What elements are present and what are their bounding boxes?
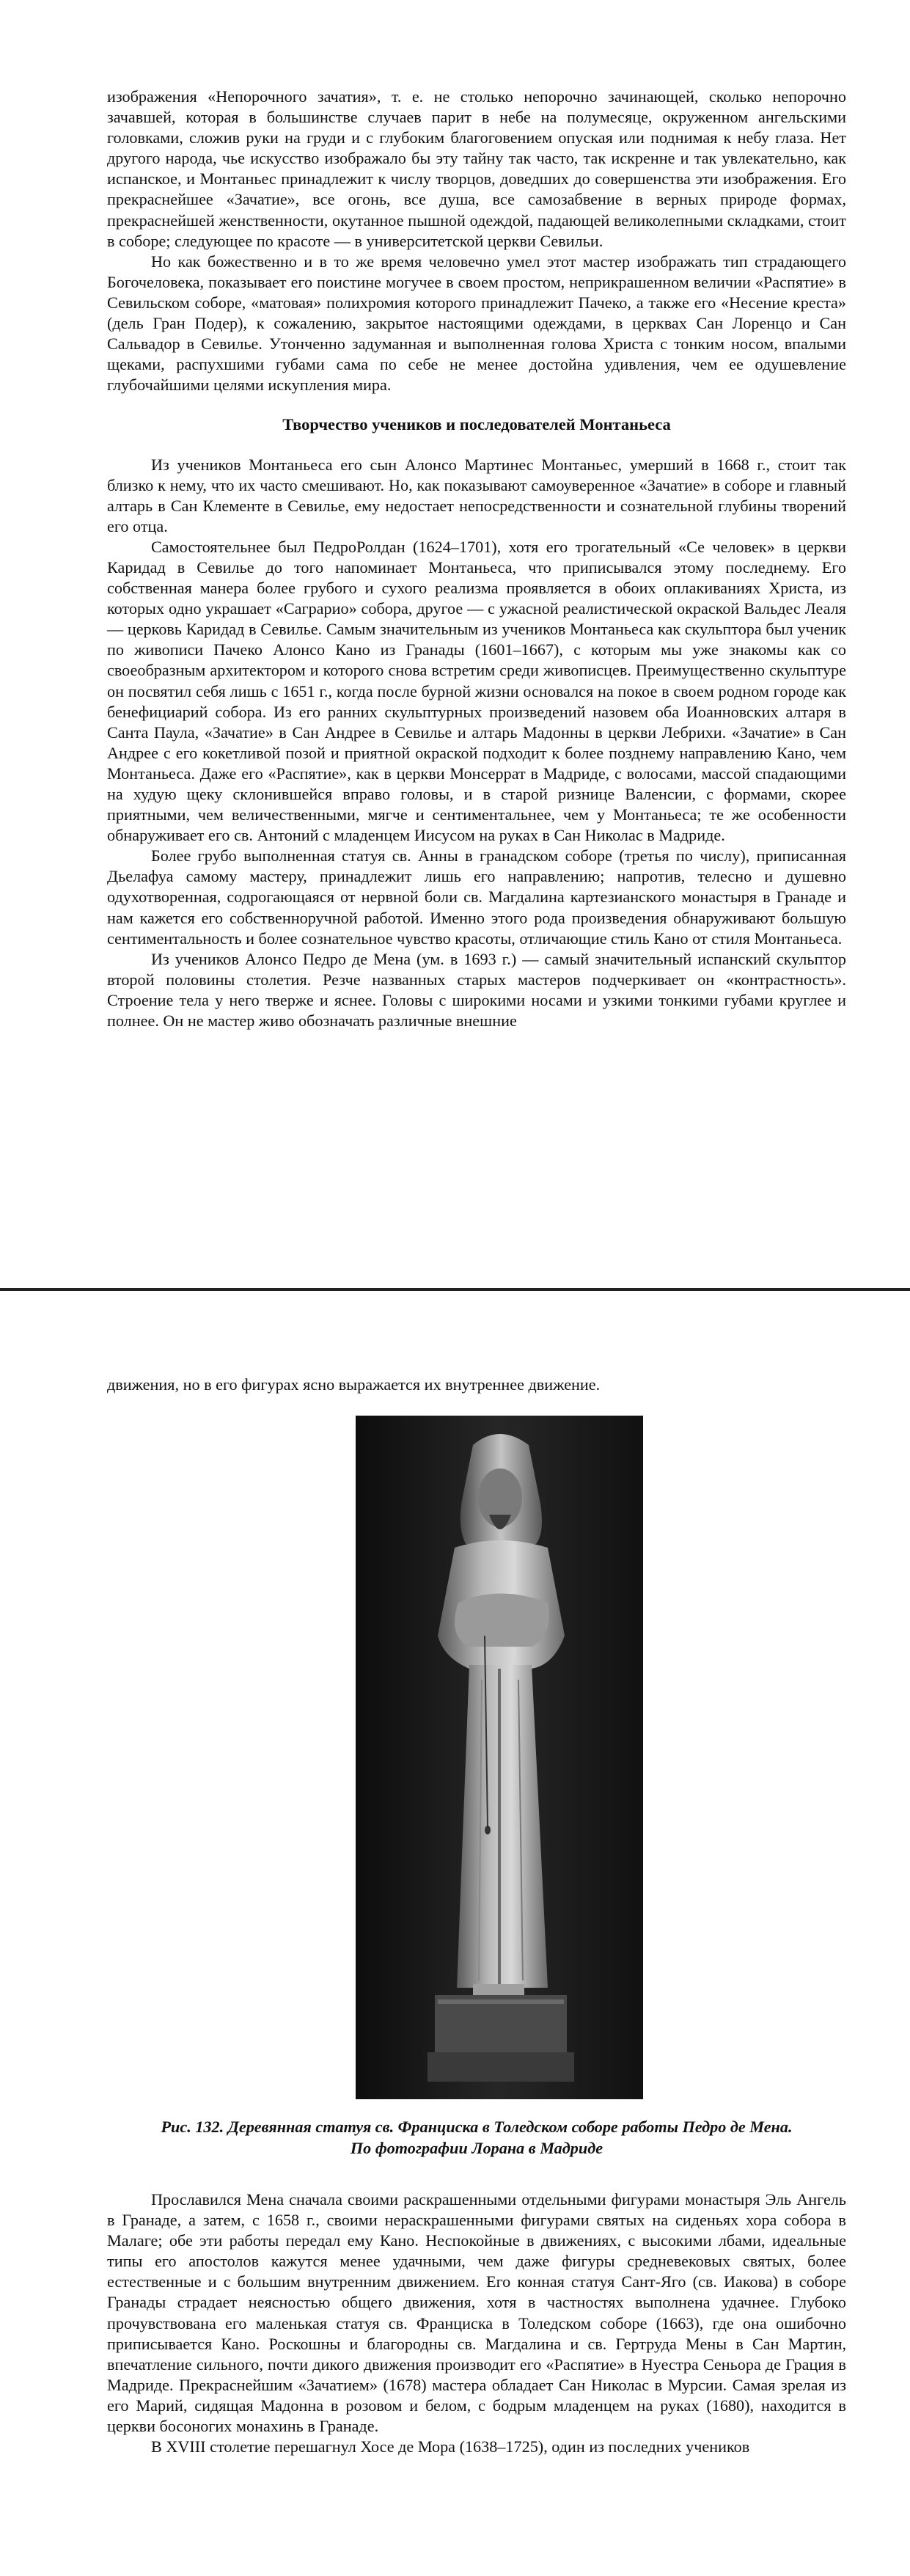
page-2-text bbox=[107, 2189, 846, 2457]
page-1-text bbox=[107, 87, 846, 1031]
section-heading: Творчество учеников и последователей Монтаньеса bbox=[282, 415, 671, 434]
paragraph: Прославился Мена сначала своими раскрашенными отдельными фигурами монастыря Эль Ангель в Гранаде, а затем, с 1658 г., своими нераскрашенными фигурами святых на сиденьях хора собора в Малаге; обе эти работы передал ему Кано. Неспокойные в движениях, с высокими лбами, идеальные типы его апостолов кажутся менее удачными, чем даже фигуры средневековых святых, более естественные и с большим внутренним движением. Его конная статуя Сант-Яго (св. Иакова) в соборе Гранады страдает неясностью общего движения, хотя в частностях выполнена удачнее. Глубоко прочувствована его маленькая статуя св. Франциска в Толедском соборе (1663), где она ошибочно приписывается Кано. Роскошны и благородны св. Магдалина и св. Гертруда Мены в Сан Мартин, впечатление сильного, почти дикого движения производит его «Распятие» в Нуестра Сеньора де Грация в Мадриде. Прекраснейшим «Зачатием» (1678) мастера обладает Сан Николас в Мурсии. Самая зрелая из его Марий, сидящая Мадонна в розовом и белом, с бодрым младенцем на руках (1680), находится в церкви босоногих монахинь в Гранаде. bbox=[107, 2190, 846, 2436]
paragraph: В XVIII столетие перешагнул Хосе де Мора (1638–1725), один из последних учеников bbox=[151, 2437, 750, 2456]
paragraph: изображения «Непорочного зачатия», т. е. не столько непорочно зачинающей, сколько непорочно зачавшей, которая в большинстве случаев парит в небе на полумесяце, окруженном ангельскими головками, сложив руки на груди и с глубоким благоговением опуская или поднимая к небу глаза. Нет другого народа, чье искусство изображало бы эту тайну так часто, так искренне и так увлекательно, как испанское, и Монтаньес принадлежит к числу творцов, доведших до совершенства эти изображения. Его прекраснейшее «Зачатие», все огонь, все душа, все самозабвение в верных природе формах, прекраснейшей женственности, окутанное пышной одеждой, падающей великолепными складками, стоит в соборе; следующее по красоте — в университетской церкви Севильи. bbox=[107, 87, 846, 250]
paragraph: Самостоятельнее был ПедроРолдан (1624–1701), хотя его трогательный «Се человек» в церкви Каридад в Севилье до того напоминает Монтаньеса, что приписывался этому последнему. Его собственная манера более грубого и сухого реализма проявляется в обоих оплакиваниях Христа, из которых одно украшает «Саграрио» собора, другое — с ужасной реалистической окраской Вальдес Леаля — церковь Каридад в Севилье. Самым значительным из учеников Монтаньеса как скульптора был ученик по живописи Пачеко Алонсо Кано из Гранады (1601–1667), с которым мы уже знакомы как со своеобразным архитектором и которого снова встретим среди живописцев. Преимущественно скульптуре он посвятил себя лишь с 1651 г., когда после бурной жизни основался на покое в своем родном городе как бенефициарий собора. Из его ранних скульптурных произведений назовем оба Иоанновских алтаря в Санта Паула, «Зачатие» в Сан Андрее в Севилье и алтарь Мадонны в церкви Лебрихи. «Зачатие» в Сан Андрее с его кокетливой позой и приятной окраской подходит к более позднему направлению Кано, чем Монтаньеса. Даже его «Распятие», как в церкви Монсеррат в Мадриде, с волосами, массой спадающими на худую щеку склонившейся вправо головы, и в старой ризнице Валенсии, с формами, скорее приятными, чем величественными, мягче и сентиментальнее, чем у Монтаньеса; те же особенности обнаруживает его св. Антоний с младенцем Иисусом на руках в Сан Николас в Мадриде. bbox=[107, 537, 846, 845]
paragraph: Более грубо выполненная статуя св. Анны в гранадском соборе (третья по числу), приписанная Дьелафуа самому мастеру, принадлежит лишь его направлению; напротив, телесно и душевно одухотворенная, содрогающаяся от нервной боли св. Магдалина картезианского монастыря в Гранаде и нам кажется его собственноручной работой. Именно этого рода произведения обнаруживают большую сентиментальность и более сознательное чувство красоты, отличающие стиль Кано от стиля Монтаньеса. bbox=[107, 846, 846, 948]
figure-caption bbox=[107, 2116, 846, 2159]
statue-illustration bbox=[356, 1416, 643, 2099]
caption-line: По фотографии Лорана в Мадриде bbox=[350, 2139, 603, 2157]
paragraph-continuation: движения, но в его фигурах ясно выражается их внутреннее движение. bbox=[107, 1375, 601, 1394]
paragraph: Но как божественно и в то же время человечно умел этот мастер изображать тип страдающего Богочеловека, показывает его поистине могучее в своем простом, неприкрашенном величии «Распятие» в Севильском соборе, «матовая» полихромия которого принадлежит Пачеко, а также его «Несение креста» (дель Гран Подер), к сожалению, закрытое настоящими одеждами, в церквах Сан Лоренцо и Сан Сальвадор в Севилье. Утонченно задуманная и выполненная голова Христа с тонким носом, впалыми щеками, распухшими губами сама по себе не менее достойна удивления, чем ее одушевление глубочайшими целями искупления мира. bbox=[107, 252, 846, 395]
caption-line: Рис. 132. Деревянная статуя св. Франциска в Толедском соборе работы Педро де Мена. bbox=[161, 2118, 793, 2136]
paragraph: Из учеников Алонсо Педро де Мена (ум. в 1693 г.) — самый значительный испанский скульптор второй половины столетия. Резче названных старых мастеров подчеркивает он «контрастность». Строение тела у него тверже и яснее. Головы с широкими носами и узкими тонкими губами круглее и полнее. Он не мастер живо обозначать различные внешние bbox=[107, 949, 846, 1031]
statue-photo bbox=[356, 1416, 643, 2099]
paragraph: Из учеников Монтаньеса его сын Алонсо Мартинес Монтаньес, умерший в 1668 г., стоит так близко к нему, что их часто смешивают. Но, как показывают самоуверенное «Зачатие» в соборе и главный алтарь в Сан Клементе в Севилье, ему недостает непосредственности и сознательной глубины творений его отца. bbox=[107, 455, 846, 535]
